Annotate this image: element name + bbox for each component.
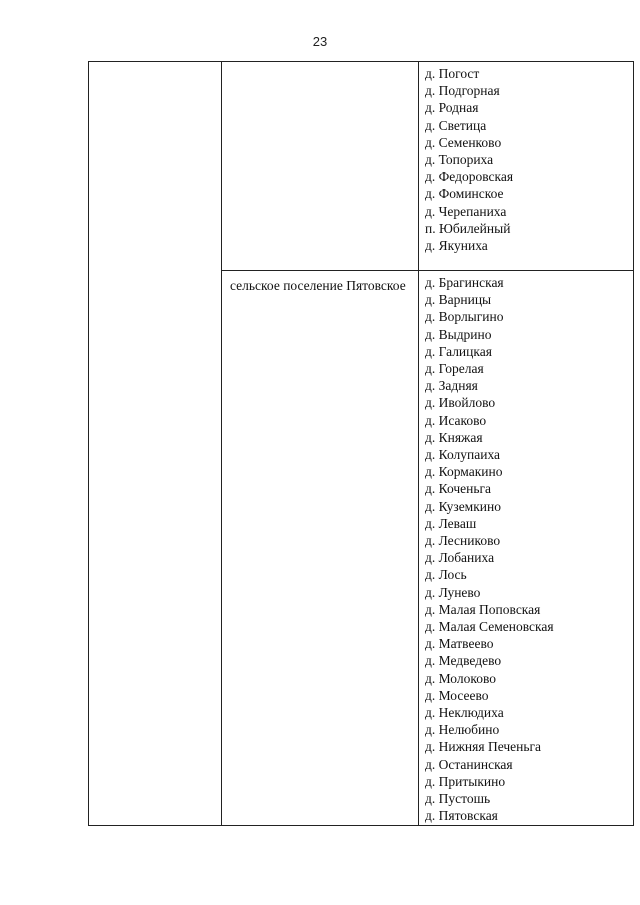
village-item: д. Ивойлово bbox=[425, 395, 496, 411]
village-item: д. Княжая bbox=[425, 429, 483, 445]
village-item: д. Малая Поповская bbox=[425, 601, 541, 617]
settlement-name: сельское поселение Пятовское bbox=[230, 278, 406, 293]
village-item: д. Лунево bbox=[425, 584, 481, 600]
village-item: д. Задняя bbox=[425, 378, 478, 394]
district-cell bbox=[89, 62, 222, 826]
village-item: д. Молоково bbox=[425, 670, 497, 686]
village-item: д. Куземкино bbox=[425, 498, 501, 514]
village-item: д. Нижняя Печеньга bbox=[425, 739, 542, 755]
village-item: д. Леваш bbox=[425, 515, 477, 531]
village-item: д. Колупаиха bbox=[425, 447, 501, 463]
village-item: д. Лобаниха bbox=[425, 550, 495, 566]
village-item: д. Мосеево bbox=[425, 687, 489, 703]
village-item: д. Лось bbox=[425, 567, 467, 583]
village-item: д. Пятовская bbox=[425, 808, 498, 824]
village-item: д. Неклюдиха bbox=[425, 705, 504, 721]
village-item: д. Лесниково bbox=[425, 533, 501, 549]
village-item: д. Пустошь bbox=[425, 791, 491, 807]
village-item: д. Кормакино bbox=[425, 464, 503, 480]
village-item: д. Брагинская bbox=[425, 275, 504, 290]
village-item: д. Коченьга bbox=[425, 481, 492, 497]
village-item: д. Родная bbox=[425, 100, 479, 116]
village-item: д. Якуниха bbox=[425, 238, 488, 254]
village-item: п. Юбилейный bbox=[425, 220, 511, 236]
villages-cell bbox=[419, 62, 634, 271]
page-number: 23 bbox=[312, 34, 328, 49]
village-item: д. Исаково bbox=[425, 412, 487, 428]
village-item: д. Черепаниха bbox=[425, 203, 507, 219]
village-item: д. Федоровская bbox=[425, 169, 514, 185]
settlement-cell bbox=[222, 62, 419, 271]
settlements-table bbox=[88, 61, 634, 826]
village-item: д. Светица bbox=[425, 117, 487, 133]
settlement-name bbox=[222, 62, 418, 68]
village-list bbox=[419, 62, 633, 254]
village-list bbox=[419, 271, 633, 825]
village-item: д. Матвеево bbox=[425, 636, 494, 652]
village-item: д. Ворлыгино bbox=[425, 309, 504, 325]
villages-cell bbox=[419, 271, 634, 826]
village-item: д. Фоминское bbox=[425, 186, 504, 202]
table-row bbox=[89, 62, 634, 271]
settlement-cell bbox=[222, 271, 419, 826]
village-item: д. Галицкая bbox=[425, 343, 492, 359]
village-item: д. Останинская bbox=[425, 756, 513, 772]
village-item: д. Горелая bbox=[425, 361, 484, 377]
village-item: д. Нелюбино bbox=[425, 722, 500, 738]
village-item: д. Медведево bbox=[425, 653, 502, 669]
village-item: д. Подгорная bbox=[425, 83, 500, 99]
village-item: д. Притыкино bbox=[425, 773, 506, 789]
village-item: д. Погост bbox=[425, 66, 480, 81]
village-item: д. Варницы bbox=[425, 292, 492, 308]
village-item: д. Малая Семеновская bbox=[425, 619, 554, 635]
village-item: д. Семенково bbox=[425, 134, 502, 150]
village-item: д. Выдрино bbox=[425, 326, 492, 342]
village-item: д. Топориха bbox=[425, 152, 494, 168]
